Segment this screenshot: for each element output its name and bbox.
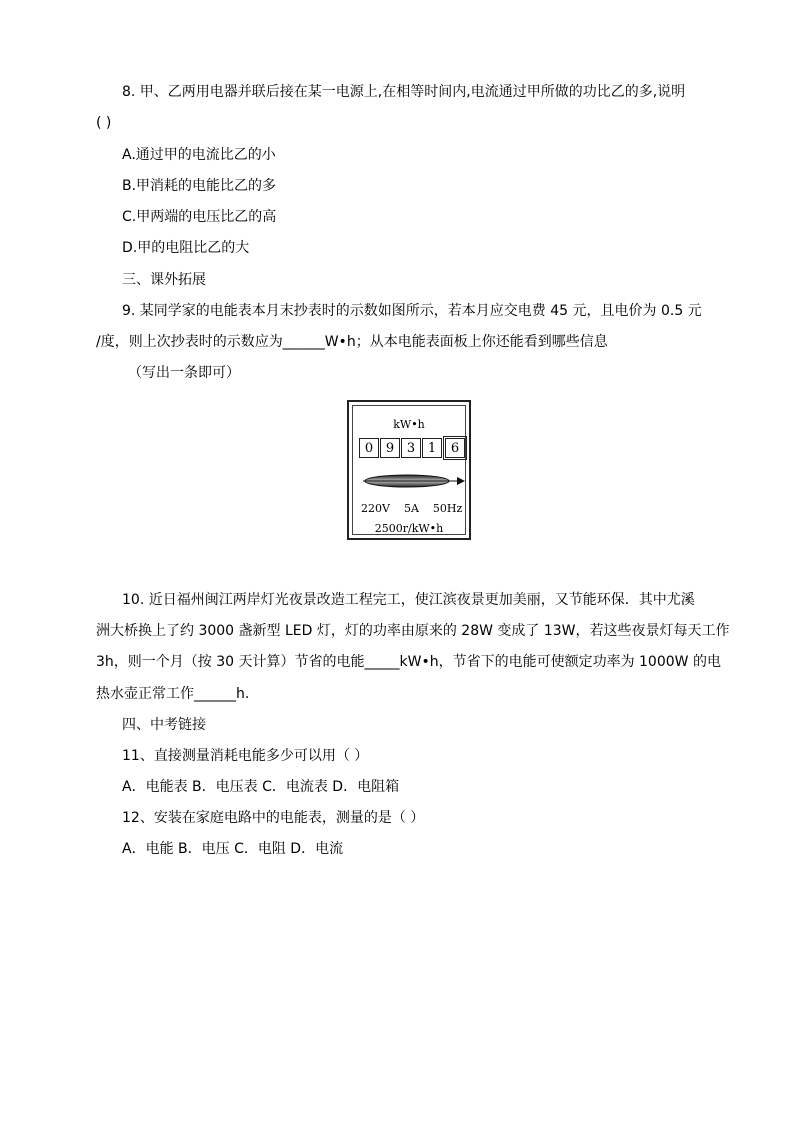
q8-option-a: A.通过甲的电流比乙的小 — [122, 147, 276, 163]
q12-options: A．电能 B．电压 C．电阻 D．电流 — [122, 841, 344, 857]
section-heading-4: 四、中考链接 — [122, 717, 206, 733]
q8-stem-line1: 8. 甲、乙两用电器并联后接在某一电源上,在相等时间内,电流通过甲所做的功比乙的多,说明 — [122, 84, 686, 100]
meter-specs — [361, 502, 462, 515]
meter-frequency: 50Hz — [432, 502, 463, 515]
meter-rev-rate: 2500r/kW•h — [374, 522, 444, 535]
meter-digit-decimal: 6 — [445, 438, 465, 458]
meter-voltage: 220V — [361, 502, 390, 515]
q10-line3: 3h，则一个月（按 30 天计算）节省的电能_____kW•h，节省下的电能可使额定功率为 1000W 的电 — [96, 654, 721, 670]
meter-current: 5A — [403, 502, 419, 515]
meter-unit: kW•h — [393, 418, 425, 431]
meter-digit: 1 — [422, 438, 442, 458]
q8-option-d: D.甲的电阻比乙的大 — [122, 240, 250, 256]
q10-line4: 热水壶正常工作______h. — [96, 686, 250, 702]
meter-digit: 0 — [359, 438, 379, 458]
section-heading-3: 三、课外拓展 — [122, 272, 206, 288]
q9-line3: （写出一条即可） — [128, 365, 240, 381]
q11-options: A．电能表 B．电压表 C．电流表 D．电阻箱 — [122, 779, 400, 795]
rotating-disc-icon — [359, 470, 465, 492]
q8-option-c: C.甲两端的电压比乙的高 — [122, 209, 277, 225]
meter-digit: 3 — [401, 438, 421, 458]
q8-stem-line2: ( ) — [96, 115, 112, 131]
q8-option-b: B.甲消耗的电能比乙的多 — [122, 178, 277, 194]
q12-stem: 12、安装在家庭电路中的电能表，测量的是（ ） — [122, 810, 425, 826]
q9-line1: 9. 某同学家的电能表本月末抄表时的示数如图所示，若本月应交电费 45 元，且电价为 0.5 元 — [122, 303, 702, 319]
energy-meter-figure — [347, 400, 471, 540]
q11-stem: 11、直接测量消耗电能多少可以用（ ） — [122, 748, 369, 764]
q10-line1: 10. 近日福州闽江两岸灯光夜景改造工程完工，使江滨夜景更加美丽，又节能环保．其中尤溪 — [122, 592, 695, 608]
meter-digit: 9 — [380, 438, 400, 458]
q10-line2: 洲大桥换上了约 3000 盏新型 LED 灯，灯的功率由原来的 28W 变成了 13W，若这些夜景灯每天工作 — [96, 623, 730, 639]
q9-line2: /度，则上次抄表时的示数应为______W•h；从本电能表面板上你还能看到哪些信息 — [96, 334, 608, 350]
meter-digits — [359, 438, 466, 458]
